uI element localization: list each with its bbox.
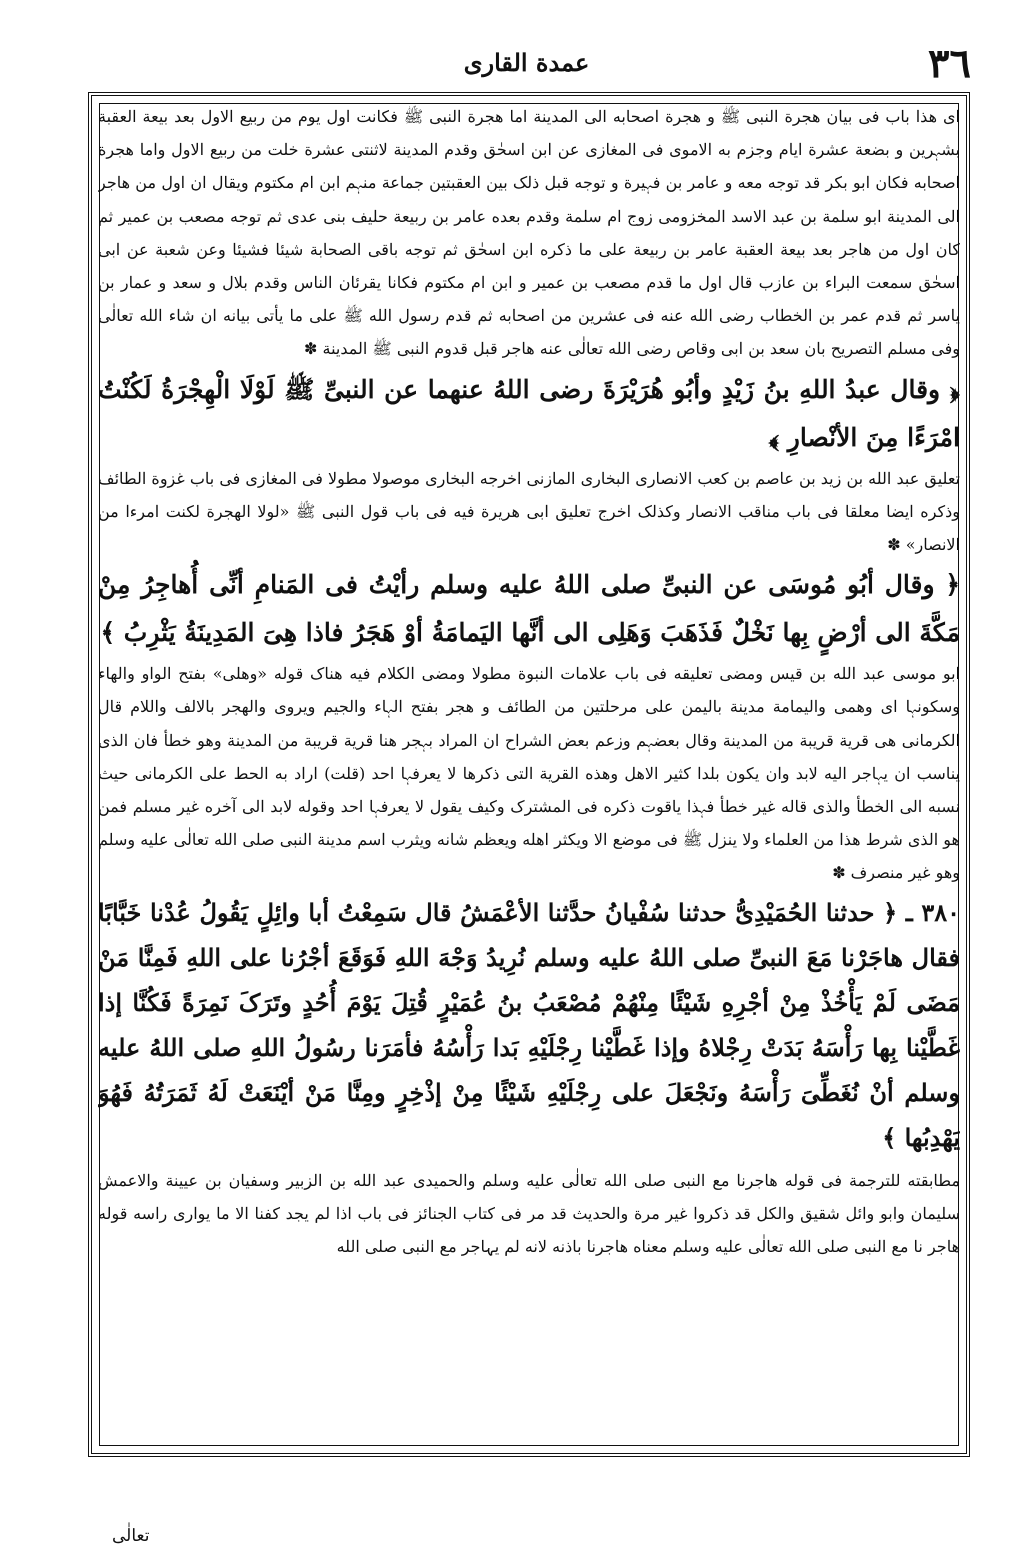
continuation-catchword: تعالٰی <box>112 1526 150 1546</box>
commentary-paragraph-1: ای ھذا باب فی بیان ھجرة النبی ﷺ و ھجرة اصحابه الی المدینة اما ھجرة النبی ﷺ فکانت اول یوم من ربیع الاول بعد بیعة العقبة بشہرین و بضعة عشرة ایام وجزم به الاموی فی المغازی عن ابن اسحٰق وقدم المدینة لاثنتی عشرة خلت من ربیع الاول واما ھجرة اصحابه فکان ابو بکر قد توجه معه و عامر بن فہیرة و توجه قبل ذلک بین العقبتین جماعة منہم ابن ام مکتوم ویقال ان اول من ھاجر الی المدینة ابو سلمة بن عبد الاسد المخزومی زوج ام سلمة وقدم بعده عامر بن ربیعة حلیف بنی عدی ثم توجه مصعب بن عمیر ثم کان اول من ھاجر بعد بیعة العقبة عامر بن ربیعة علی ما ذکره ابن اسحٰق ثم توجه باقی الصحابة شیئا فشیئا وعن شعبة عن ابی اسحٰق سمعت البراء بن عازب قال اول ما قدم مصعب بن عمیر و ابن ام مکتوم فکانا یقرئان الناس وقدم بلال و سعد و عمار بن یاسر ثم قدم عمر بن الخطاب رضی الله عنه فی عشرین من اصحابه ثم قدم رسول الله ﷺ علی ما یأتی بیانه ان شاء الله تعالٰی وفی مسلم التصریح بان سعد بن ابی وقاص رضی الله تعالٰی عنه ھاجر قبل قدوم النبی ﷺ المدینة ✽ <box>98 107 960 359</box>
page-body <box>98 100 960 1450</box>
page-header <box>70 40 983 90</box>
hadith-text-2: ﴿ وقال أبُو مُوسَی عن النبیِّ صلی اللهُ علیه وسلم رأیْتُ فی المَنامِ أنِّی أُھاجِرُ مِنْ مَکَّةَ الی أرْضٍ بِها نَخْلٌ فَذَھَبَ وَھَلِی الی أنَّها الیَمامَةُ أوْ ھَجَرُ فاذا ھِیَ المَدِینَةُ یَثْرِبُ ﴾ <box>98 570 960 648</box>
hadith-text-380: ٣٨٠ ـ ﴿ حدثنا الحُمَیْدِیُّ حدثنا سُفْیانُ حدَّثنا الأعْمَشُ قال سَمِعْتُ أبا وائِلٍ یَقُولُ عُدْنا خَبَّابًا فقال ھاجَرْنا مَعَ النبیِّ صلی اللهُ علیه وسلم نُرِیدُ وَجْهَ اللهِ فَوَقَعَ أجْرُنا علی اللهِ فَمِنَّا مَنْ مَضَی لَمْ یَأْخُذْ مِنْ أجْرِهِ شَیْئًا مِنْهُمْ مُصْعَبُ بنُ عُمَیْرٍ قُتِلَ یَوْمَ أُحُدٍ وتَرَکَ نَمِرَةً فَکُنَّا إذا غَطَّیْنا بِها رَأْسَهُ بَدَتْ رِجْلاهُ وإذا غَطَّیْنا رِجْلَیْهِ بَدا رَأْسُهُ فأمَرَنا رسُولُ اللهِ صلی اللهُ علیه وسلم أنْ نُغَطِّیَ رَأْسَهُ ونَجْعَلَ علی رِجْلَیْهِ شَیْئًا مِنْ إذْخِرٍ ومِنَّا مَنْ أیْنَعَتْ لَهُ ثَمَرَتُهُ فَھُوَ یَھْدِبُها ﴾ <box>98 897 960 1152</box>
hadith-text-1: ﴿ وقال عبدُ اللهِ بنُ زَیْدٍ وأبُو ھُرَیْرَةَ رضی اللهُ عنهما عن النبیِّ ﷺ لَوْلَا الْھِجْرَةُ لَکُنْتُ امْرَءًا مِنَ الأنْصارِ ﴾ <box>98 374 960 452</box>
page-number: ٣٦ <box>928 40 971 87</box>
commentary-paragraph-4: مطابقته للترجمة فی قوله ھاجرنا مع النبی صلی الله تعالٰی علیه وسلم والحمیدی عبد الله بن الزبیر وسفیان بن عیینة والاعمش سلیمان وابو وائل شقیق والکل قد ذکروا غیر مرة والحدیث قد مر فی کتاب الجنائز فی باب اذا لم یجد کفنا الا ما یواری راسه قوله ھاجر نا مع النبی صلی الله تعالٰی علیه وسلم معناه ھاجرنا باذنه لانه لم یہاجر مع النبی صلی الله <box>98 1170 960 1257</box>
commentary-paragraph-2: تعلیق عبد الله بن زید بن عاصم بن کعب الانصاری البخاری المازنی اخرجه البخاری موصولا مطولا فی المغازی فی باب غزوة الطائف وذکره ایضا معلقا فی باب مناقب الانصار وکذلک اخرج تعلیق ابی ھریرة فیه فی باب قول النبی ﷺ «لولا الھجرة لکنت امرءا من الانصار» ✽ <box>98 468 960 555</box>
running-title: عمدة القاری <box>463 48 590 77</box>
commentary-paragraph-3: ابو موسی عبد الله بن قیس ومضی تعلیقه فی باب علامات النبوة مطولا ومضی الکلام فیه ھناک قوله «وھلی» بفتح الواو والھاء وسکونہا ای وھمی والیمامة مدینة بالیمن علی مرحلتین من الطائف و ھجر بفتح الہاء والجیم ویروی والھجر بالالف واللام قال الکرمانی ھی قریة قریبة من المدینة وقال بعضہم وزعم بعض الشراح ان المراد بہجر ھنا قریة قریبة من المدینة وھو خطأ فان الذی یناسب ان یہاجر الیه لابد وان یکون بلدا کثیر الاھل وھذه القریة التی ذکرھا لا یعرفہا احد (قلت) اراد به الحط علی الکرمانی حیث نسبه الی الخطأ والذی قاله غیر خطأ فہذا یاقوت ذکره فی المشترک وکیف یقول لا یعرفہا احد وقوله لابد الی آخره غیر مسلم فمن ھو الذی شرط ھذا من العلماء ولا ینزل ﷺ فی موضع الا ویکثر اھله ویعظم شانه ویثرب اسم مدینة النبی صلی الله تعالٰی علیه وسلم وھو غیر منصرف ✽ <box>98 664 960 883</box>
